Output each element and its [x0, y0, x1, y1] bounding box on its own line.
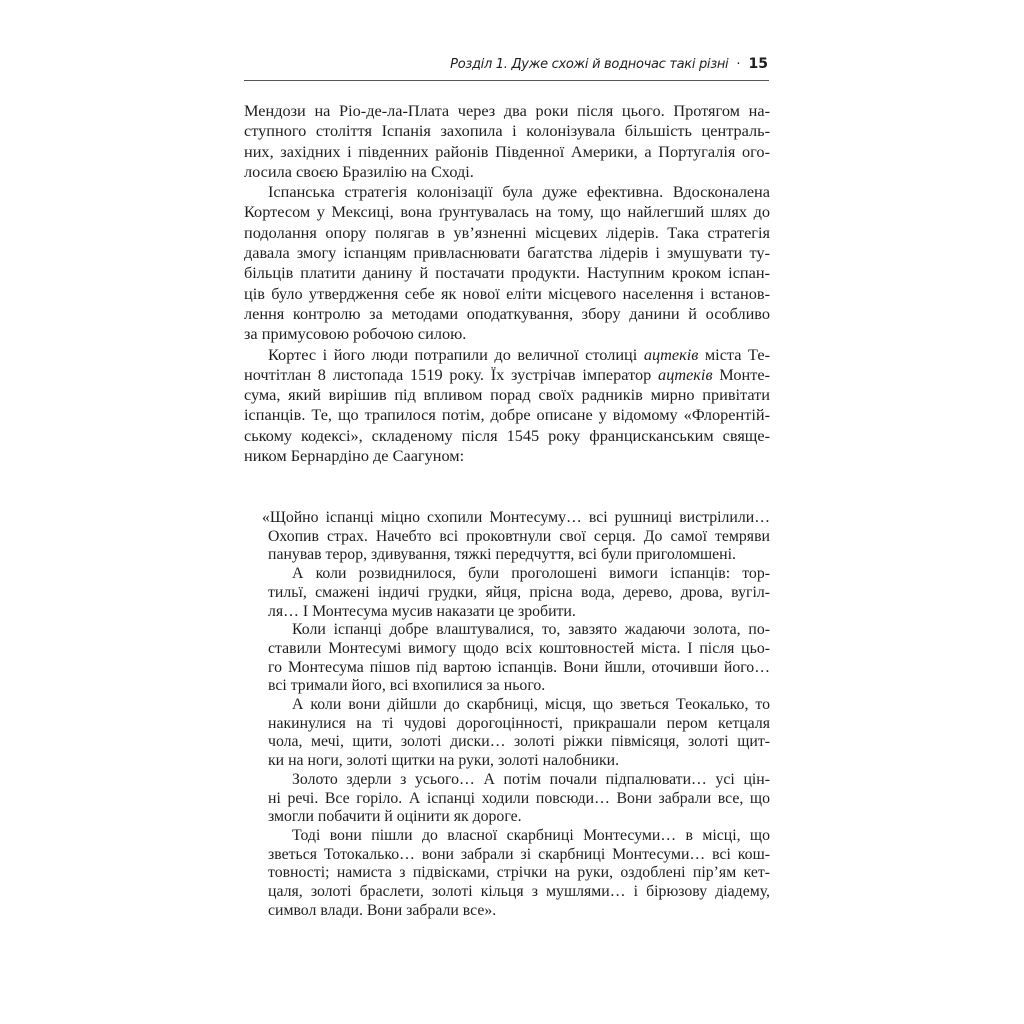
text-line: «Щойно іспанці міцно схопили Монтесуму… всі рушниці вистрілили…	[262, 509, 770, 526]
text-line: давала змогу іспанцям привласнювати багатства лідерів і змушувати ту-	[244, 243, 770, 263]
text-line: А коли вони дійшли до скарбниці, місця, що зветься Теокалько, то	[292, 696, 770, 714]
text-line: іспанців. Те, що трапилося потім, добре описане у відомому «Флорентій-	[244, 405, 770, 425]
text-line: зветься Тотокалько… вони забрали зі скарбниці Монтесуми… всі кош-	[268, 845, 770, 863]
running-title: Розділ 1. Дуже схожі й водночас такі різні	[450, 57, 729, 72]
text-line: ставили Монтесумі вимогу щодо всіх коштовностей міста. І після цьо-	[268, 639, 770, 657]
text-line: за примусовою робочою силою.	[244, 324, 467, 344]
text-line: подолання опору полягав в ув’язненні місцевих лідерів. Така стратегія	[244, 222, 770, 242]
paragraph	[244, 101, 770, 182]
paragraph	[244, 182, 770, 344]
quote-paragraph	[268, 621, 770, 696]
text-line: Золото здерли з усього… А потім почали підпалювати… усі цін-	[292, 770, 770, 788]
text-line: Іспанська стратегія колонізації була дуже ефективна. Вдосконалена	[268, 182, 770, 202]
quote-paragraph	[262, 509, 770, 565]
text-line: ському кодексі», складеному після 1545 року францисканським свяще-	[244, 425, 770, 445]
text-line: ні речі. Все горіло. А іспанці ходили повсюди… Вони забрали все, що	[268, 789, 770, 807]
text-line: го Монтесума пішов під вартою іспанців. Вони йшли, оточивши його…	[268, 658, 770, 676]
paragraph	[244, 345, 770, 467]
text-line: всі тримали його, всі вхопилися за нього.	[268, 677, 546, 695]
quote-paragraph	[268, 696, 770, 771]
text-line: чола, мечі, щити, золоті диски… золоті ріжки півмісяця, золоті щит-	[268, 733, 770, 751]
quote-paragraph	[268, 771, 770, 827]
body-text	[244, 101, 770, 466]
text-line: цаля, золоті браслети, золоті кільця з мушлями… і бірюзову діадему,	[268, 883, 770, 901]
page-number: 15	[748, 56, 768, 72]
text-line: Кортес і його люди потрапили до величної столиці ацтеків міста Те-	[268, 344, 770, 364]
text-line: Охопив страх. Начебто всі проковтнули свої серця. До самої темряви	[268, 527, 770, 545]
running-header	[244, 52, 768, 76]
text-line: ки на ноги, золоті щитки на руки, золоті налобники.	[268, 752, 620, 770]
text-line: накинулися на ті чудові дорогоцінності, прикрашали пером кетцаля	[268, 714, 770, 732]
text-line: ступного століття Іспанія захопила і колонізувала більшість централь-	[244, 121, 770, 141]
text-line: сума, який вирішив під впливом порад своїх радників мирно привітати	[244, 385, 770, 405]
text-line: товності; намиста з підвісками, стрічки на руки, оздоблені пір’ям кет-	[268, 864, 770, 882]
text-line: більців платити данину й постачати продукти. Наступним кроком іспан-	[244, 263, 770, 283]
text-line: тильї, смажені індичі грудки, яйця, прісна вода, дерево, дрова, вугіл-	[268, 583, 770, 601]
text-line: ців було утвердження себе як нової еліти місцевого населення і встанов-	[244, 283, 770, 303]
text-line: ночтітлан 8 листопада 1519 року. Їх зустрічав імператор ацтеків Монте-	[244, 364, 770, 384]
header-rule	[244, 80, 769, 81]
text-line: символ влади. Вони забрали все».	[268, 901, 497, 919]
text-line: змогли побачити й оцінити як дороге.	[268, 808, 522, 826]
text-line: ником Бернардіно де Саагуном:	[244, 446, 465, 466]
text-line: панував терор, здивування, тяжкі передчуття, всі були приголомшені.	[268, 546, 736, 564]
header-separator: ·	[736, 57, 741, 72]
text-line: лосила своєю Бразилію на Сході.	[244, 161, 474, 181]
text-line: ля… І Монтесума мусив наказати це зробити.	[268, 602, 576, 620]
text-line: лення контролю за методами оподаткування, збору данини й особливо	[244, 303, 770, 323]
quote-paragraph	[268, 565, 770, 621]
quote-paragraph	[268, 827, 770, 921]
block-quote	[262, 509, 770, 920]
text-line: Мендози на Ріо-де-ла-Плата через два роки після цього. Протягом на-	[244, 101, 770, 120]
text-line: Коли іспанці добре влаштувалися, то, завзято жадаючи золота, по-	[292, 621, 770, 639]
text-line: них, західних і південних районів Південної Америки, а Португалія ого-	[244, 141, 770, 161]
text-line: А коли розвиднилося, були проголошені вимоги іспанців: тор-	[292, 565, 770, 583]
text-line: Тоді вони пішли до власної скарбниці Монтесуми… в місці, що	[292, 826, 770, 844]
text-line: Кортесом у Мексиці, вона ґрунтувалась на тому, що найлегший шлях до	[244, 202, 770, 222]
